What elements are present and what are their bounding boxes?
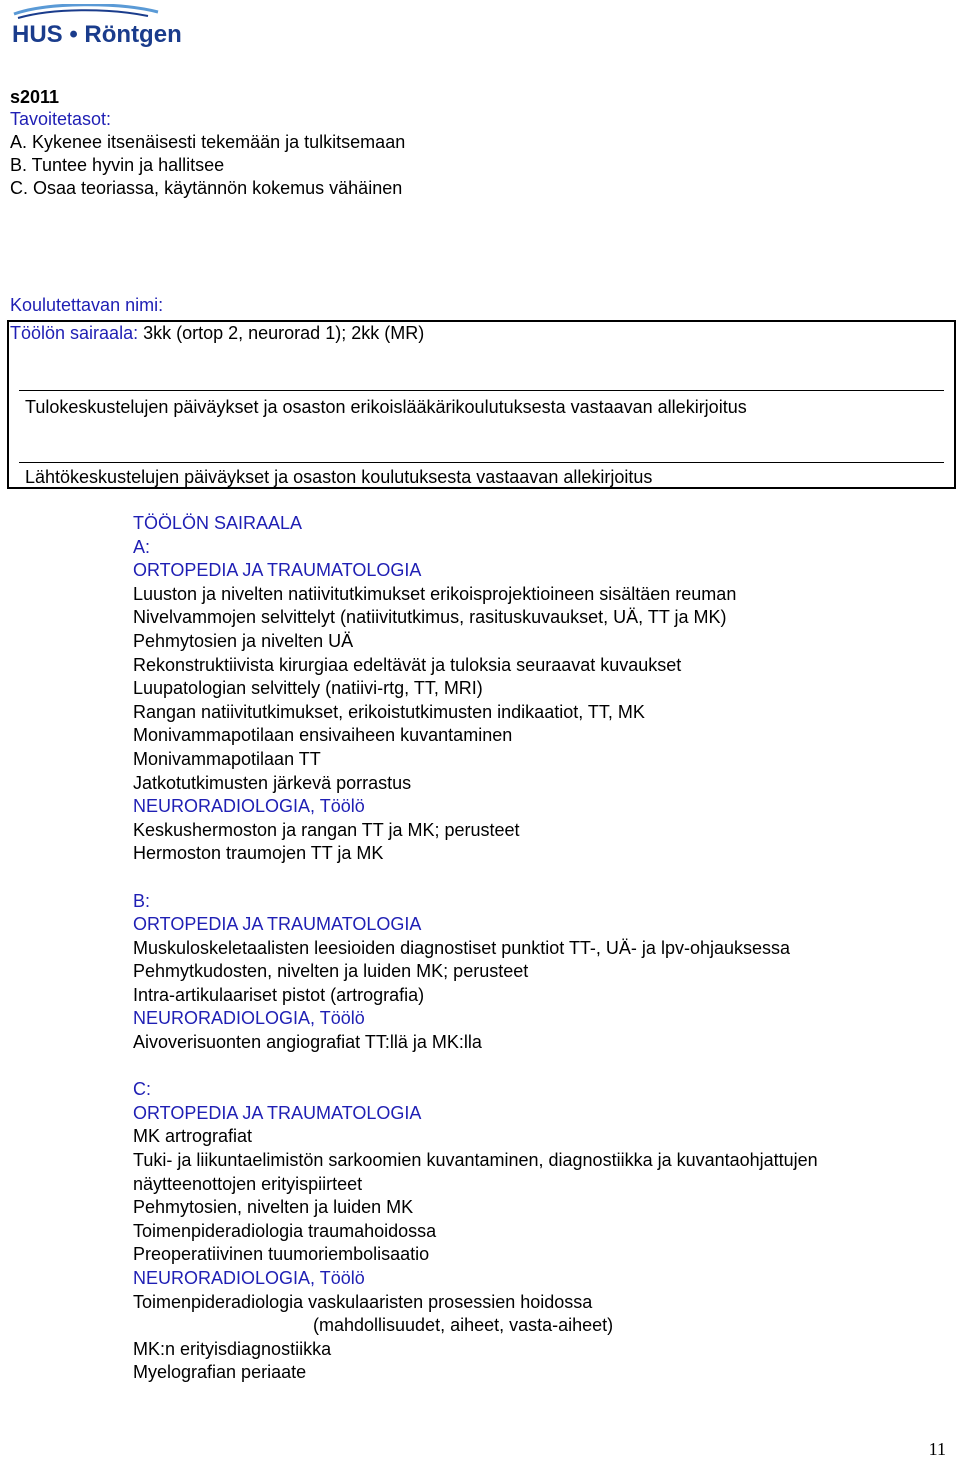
list-item: Toimenpideradiologia vaskulaaristen prosessien hoidossa bbox=[133, 1291, 593, 1312]
list-item bbox=[133, 1055, 818, 1079]
signature-box bbox=[7, 320, 956, 489]
list-item: Preoperatiivinen tuumoriembolisaatio bbox=[133, 1244, 430, 1265]
section-heading: ORTOPEDIA JA TRAUMATOLOGIA bbox=[133, 1102, 422, 1123]
list-item: Toimenpideradiologia traumahoidossa bbox=[133, 1220, 437, 1241]
list-item: Pehmytosien, nivelten ja luiden MK bbox=[133, 1197, 414, 1218]
list-item: Myelografian periaate bbox=[133, 1362, 307, 1383]
list-item: Intra-artikulaariset pistot (artrografia) bbox=[133, 984, 425, 1005]
page-number: 11 bbox=[928, 1439, 946, 1459]
competency-list bbox=[133, 512, 818, 1385]
list-item: Monivammapotilaan ensivaiheen kuvantaminen bbox=[133, 725, 513, 746]
section-heading: ORTOPEDIA JA TRAUMATOLOGIA bbox=[133, 914, 422, 935]
list-item: MK:n erityisdiagnostiikka bbox=[133, 1338, 332, 1359]
departure-signature-line bbox=[19, 462, 944, 463]
list-item: Muskuloskeletaalisten leesioiden diagnostiset punktiot TT-, UÄ- ja lpv-ohjauksessa bbox=[133, 937, 791, 958]
list-item: MK artrografiat bbox=[133, 1126, 253, 1147]
result-signature-label: Tulokeskustelujen päiväykset ja osaston erikoislääkärikoulutuksesta vastaavan allekirjoitus bbox=[25, 397, 747, 417]
list-item: Nivelvammojen selvittelyt (natiivitutkimus, rasituskuvaukset, UÄ, TT ja MK) bbox=[133, 607, 727, 628]
list-item: Luupatologian selvittely (natiivi-rtg, TT, MRI) bbox=[133, 678, 483, 699]
levels-title: Tavoitetasot: bbox=[10, 109, 112, 129]
section-heading: TÖÖLÖN SAIRAALA bbox=[133, 513, 303, 533]
list-item: Hermoston traumojen TT ja MK bbox=[133, 843, 384, 864]
logo-text: HUS • Röntgen bbox=[12, 21, 182, 48]
list-item: Rangan natiivitutkimukset, erikoistutkimusten indikaatiot, TT, MK bbox=[133, 701, 645, 722]
list-item: Keskushermoston ja rangan TT ja MK; perusteet bbox=[133, 819, 520, 840]
list-item: Luuston ja nivelten natiivitutkimukset erikoisprojektioineen sisältäen reuman bbox=[133, 583, 737, 604]
hospital-label: Töölön sairaala: bbox=[10, 323, 139, 343]
list-item: Rekonstruktiivista kirurgiaa edeltävät ja tuloksia seuraavat kuvaukset bbox=[133, 654, 682, 675]
level-b: B. Tuntee hyvin ja hallitsee bbox=[10, 155, 225, 175]
result-signature-line bbox=[19, 390, 944, 391]
list-item: Jatkotutkimusten järkevä porrastus bbox=[133, 772, 412, 793]
section-heading: A: bbox=[133, 536, 151, 557]
section-heading: C: bbox=[133, 1079, 151, 1100]
list-item: Pehmytkudosten, nivelten ja luiden MK; perusteet bbox=[133, 961, 529, 982]
level-a: A. Kykenee itsenäisesti tekemään ja tulkitsemaan bbox=[10, 132, 406, 152]
trainee-name-label: Koulutettavan nimi: bbox=[10, 295, 164, 315]
document-code: s2011 bbox=[10, 87, 60, 107]
list-item: Tuki- ja liikuntaelimistön sarkoomien kuvantaminen, diagnostiikka ja kuvantaohjattujen bbox=[133, 1150, 818, 1171]
list-item bbox=[133, 866, 818, 890]
list-item: Aivoverisuonten angiografiat TT:llä ja MK:lla bbox=[133, 1032, 482, 1053]
list-item: näytteenottojen erityispiirteet bbox=[133, 1173, 363, 1194]
level-c: C. Osaa teoriassa, käytännön kokemus vähäinen bbox=[10, 178, 403, 198]
list-item: Monivammapotilaan TT bbox=[133, 748, 321, 769]
section-heading: B: bbox=[133, 890, 151, 911]
hus-rontgen-logo bbox=[8, 4, 218, 48]
section-heading: ORTOPEDIA JA TRAUMATOLOGIA bbox=[133, 560, 422, 581]
duration-text: 3kk (ortop 2, neurorad 1); 2kk (MR) bbox=[143, 323, 425, 343]
list-item: Pehmytosien ja nivelten UÄ bbox=[133, 630, 354, 651]
departure-signature-label: Lähtökeskustelujen päiväykset ja osaston koulutuksesta vastaavan allekirjoitus bbox=[25, 467, 653, 487]
list-item: (mahdollisuudet, aiheet, vasta-aiheet) bbox=[313, 1315, 614, 1336]
section-heading: NEURORADIOLOGIA, Töölö bbox=[133, 796, 365, 817]
section-heading: NEURORADIOLOGIA, Töölö bbox=[133, 1268, 365, 1288]
section-heading: NEURORADIOLOGIA, Töölö bbox=[133, 1008, 365, 1029]
